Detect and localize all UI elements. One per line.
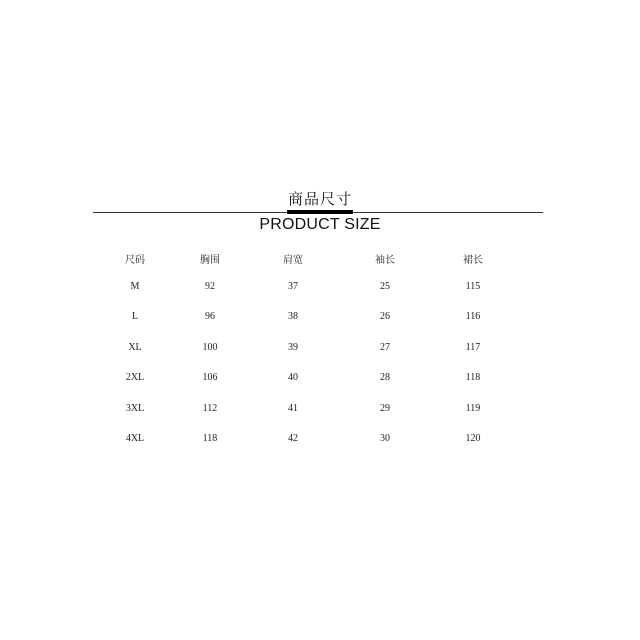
cell-size: 2XL bbox=[125, 372, 145, 384]
cell-sleeve: 26 bbox=[380, 311, 390, 323]
cell-length: 120 bbox=[465, 433, 481, 445]
cell-sleeve: 25 bbox=[380, 280, 390, 292]
cell-length: 117 bbox=[465, 341, 481, 353]
table-row bbox=[96, 363, 516, 394]
cell-shoulder: 39 bbox=[288, 341, 298, 353]
column-header-bust: 胸围 bbox=[200, 255, 220, 266]
table-row bbox=[96, 302, 516, 333]
cell-sleeve: 30 bbox=[380, 433, 390, 445]
column-header-length: 裙长 bbox=[463, 255, 483, 266]
table-row bbox=[96, 393, 516, 424]
size-table bbox=[96, 248, 516, 454]
cell-size: 3XL bbox=[125, 402, 145, 414]
cell-length: 115 bbox=[465, 280, 481, 292]
cell-length: 118 bbox=[465, 372, 481, 384]
title-underline-accent bbox=[287, 210, 353, 214]
cell-bust: 112 bbox=[202, 402, 218, 414]
column-header-shoulder: 肩宽 bbox=[283, 255, 303, 266]
cell-size: XL bbox=[128, 341, 142, 353]
cell-shoulder: 41 bbox=[288, 402, 298, 414]
cell-sleeve: 27 bbox=[380, 341, 390, 353]
cell-size: L bbox=[131, 311, 139, 323]
cell-bust: 92 bbox=[205, 280, 215, 292]
column-header-size: 尺码 bbox=[125, 255, 145, 266]
page-title-cn: 商品尺寸 bbox=[287, 190, 352, 208]
table-header-row bbox=[96, 248, 516, 271]
page-title-en: PRODUCT SIZE bbox=[259, 216, 381, 233]
column-header-sleeve: 袖长 bbox=[375, 255, 395, 266]
cell-sleeve: 28 bbox=[380, 372, 390, 384]
cell-bust: 96 bbox=[205, 311, 215, 323]
cell-shoulder: 37 bbox=[288, 280, 298, 292]
cell-size: 4XL bbox=[125, 433, 145, 445]
cell-sleeve: 29 bbox=[380, 402, 390, 414]
cell-shoulder: 40 bbox=[288, 372, 298, 384]
cell-shoulder: 38 bbox=[288, 311, 298, 323]
table-row bbox=[96, 424, 516, 455]
cell-shoulder: 42 bbox=[288, 433, 298, 445]
cell-bust: 118 bbox=[202, 433, 218, 445]
cell-length: 116 bbox=[465, 311, 481, 323]
cell-size: M bbox=[130, 280, 140, 292]
cell-bust: 106 bbox=[202, 372, 218, 384]
cell-length: 119 bbox=[465, 402, 481, 414]
table-row bbox=[96, 332, 516, 363]
table-row bbox=[96, 271, 516, 302]
cell-bust: 100 bbox=[202, 341, 218, 353]
